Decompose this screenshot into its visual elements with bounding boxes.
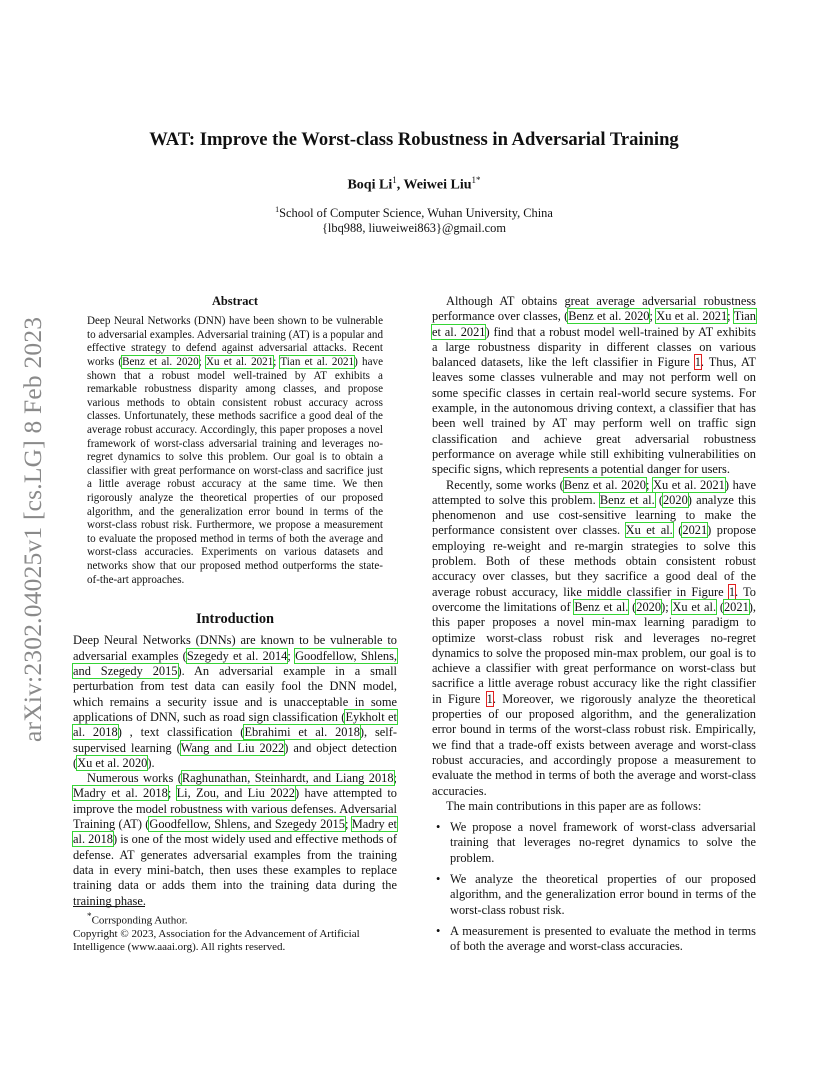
citation-link[interactable]: Xu et al. 2021 <box>656 309 728 324</box>
citation-link[interactable]: Tian et al. 2021 <box>432 309 756 339</box>
citation-link[interactable]: Benz et al. 2020 <box>122 356 199 369</box>
citation-link[interactable]: 2021 <box>723 599 749 614</box>
section-heading-introduction: Introduction <box>195 611 275 628</box>
affiliation-block <box>0 202 828 236</box>
citation-link[interactable]: Benz et al. <box>574 599 629 614</box>
intro-paragraph: Numerous works (Raghunathan, Steinhardt, and Liang 2018; Madry et al. 2018; Li, Zou, and Liu 2022) have attempted to improve the model robustness with various defenses. Adversarial Training (AT) (Goodfellow, Shlens, and Szegedy 2015; Madry et al. 2018) is one of the most widely used and effective methods of defense. AT generates adversarial examples from the training data in every mini-batch, then uses these examples to replace training data or adds them into the training data during the training phase. <box>73 771 398 908</box>
citation-link[interactable]: Xu et al. <box>672 599 717 614</box>
author-line: Boqi Li$^1$, Weiwei Liu$^{1*}$ <box>347 175 481 193</box>
paper-title: WAT: Improve the Worst-class Robustness in Adversarial Training <box>149 129 679 150</box>
citation-link[interactable]: Eykholt et al. 2018 <box>73 709 398 740</box>
footnote-rule <box>73 906 145 907</box>
abstract-text: Deep Neural Networks (DNN) have been shown to be vulnerable to adversarial examples. Adversarial training (AT) is a popular and effective strategy to defend against adversarial attacks. Recent works (Benz et al. 2020; Xu et al. 2021; Tian et al. 2021) have shown that a robust model well-trained by AT exhibits a remarkable robustness disparity among classes, and propose various methods to obtain consistent robust accuracy across classes. Unfortunately, these methods sacrifice a good deal of the average robust accuracy. Accordingly, this paper proposes a novel framework of worst-class adversarial training and leverages no-regret dynamics to solve this problem. Our goal is to obtain a classifier with great performance on worst-class and sacrifice just a little average robust accuracy at the same time. We then rigorously analyze the theoretical properties of our proposed algorithm, and the generalization error bound in terms of the worst-class robust risk. Furthermore, we propose a measurement to evaluate the proposed method in terms of both the average and worst-class accuracies. Experiments on various datasets and networks show that our proposed method outperforms the state-of-the-art approaches. <box>87 315 384 586</box>
body-paragraph: Recently, some works (Benz et al. 2020; Xu et al. 2021) have attempted to solve this problem. Benz et al. (2020) analyze this phenomenon and use cost-sensitive learning to make the performance consistent over classes. Xu et al. (2021) propose employing re-weight and re-margin strategies to solve this problem. Both of these methods obtain consistent robust accuracy over classes, but they sacrifice a good deal of the average robust accuracy, like middle classifier in Figure 1. To overcome the limitations of Benz et al. (2020); Xu et al. (2021), this paper proposes a novel min-max learning paradigm to optimize worst-class robust risk and leverages no-regret dynamics to solve the proposed min-max problem, our goal is to achieve a classifier with great performance on worst-class but sacrifice a little average robust accuracy like the right classifier in Figure 1. Moreover, we rigorously analyze the theoretical properties of our proposed algorithm, and the generalization error bound in terms of the worst-class robust risk. Empirically, we find that a trade-off exists between average and worst-class robust accuracies, and accordingly propose a measurement to evaluate the method in terms of both the average and worst-class accuracies. <box>432 477 756 798</box>
citation-link[interactable]: Wang and Liu 2022 <box>180 740 285 755</box>
author-emails: {lbq988, liuweiwei863}@gmail.com <box>321 221 506 236</box>
body-paragraph: Although AT obtains great average adversarial robustness performance over classes, (Benz et al. 2020; Xu et al. 2021; Tian et al. 2021) find that a robust model well-trained by AT exhibits a large robustness disparity in different classes on various balanced datasets, like the left classifier in Figure 1. Thus, AT leaves some classes vulnerable and may not perform well on some specific classes in certain real-world secure systems. For example, in the autonomous driving context, a classifier that has been well trained by AT may perform well on traffic sign classification and achieve great adversarial robustness performance on average while still exhibiting vulnerabilities on specific signs, which represents a potential danger for users. <box>432 294 756 477</box>
citation-link[interactable]: Madry et al. 2018 <box>73 786 168 801</box>
citation-link[interactable]: Xu et al. 2021 <box>653 477 725 492</box>
citation-link[interactable]: 2020 <box>636 599 662 614</box>
footnote-corresponding: *Corrsponding Author. <box>87 911 188 927</box>
author-affil-mark: 1 <box>392 175 397 185</box>
citation-link[interactable]: Goodfellow, Shlens, and Szegedy 2015 <box>149 817 345 832</box>
arxiv-identifier[interactable]: arXiv:2302.04025v1 [cs.LG] 8 Feb 2023 <box>18 316 47 742</box>
citation-link[interactable]: Xu et al. 2021 <box>205 356 274 369</box>
citation-link[interactable]: Benz et al. 2020 <box>563 477 646 492</box>
figure-ref-link[interactable]: 1 <box>728 584 736 599</box>
author-name: Boqi Li <box>347 177 393 193</box>
citation-link[interactable]: Li, Zou, and Liu 2022 <box>176 786 295 801</box>
citation-link[interactable]: Madry et al. 2018 <box>73 817 397 847</box>
citation-link[interactable]: 2021 <box>682 523 708 538</box>
citation-link[interactable]: Xu et al. 2020 <box>77 755 148 770</box>
intro-paragraph: Deep Neural Networks (DNNs) are known to be vulnerable to adversarial examples (Szegedy et al. 2014; Goodfellow, Shlens, and Szegedy 2015). An adversarial example in a small perturbation from test data can easily fool the DNN model, which remains a security issue and is unacceptable in some applications of DNN, such as road sign classification (Eykholt et al. 2018) , text classification (Ebrahimi et al. 2018), self-supervised learning (Wang and Liu 2022) and object detection (Xu et al. 2020). <box>73 633 398 770</box>
citation-link[interactable]: Benz et al. 2020 <box>568 309 650 324</box>
contributions-list <box>432 820 756 954</box>
citation-link[interactable]: Xu et al. <box>625 523 673 538</box>
right-column <box>432 294 756 960</box>
affiliation: $^1$School of Computer Science, Wuhan University, China <box>275 205 553 221</box>
citation-link[interactable]: Ebrahimi et al. 2018 <box>244 725 360 740</box>
list-item: • We propose a novel framework of worst-class adversarial training that leverages no-regret dynamics to solve the problem. <box>436 820 756 865</box>
figure-ref-link[interactable]: 1 <box>486 691 493 706</box>
list-item: • A measurement is presented to evaluate the method in terms of both the average and worst-class accuracies. <box>436 923 756 954</box>
citation-link[interactable]: 2020 <box>662 492 688 507</box>
bullet-icon: • <box>436 820 441 835</box>
affil-mark: 1 <box>275 205 280 214</box>
citation-link[interactable]: Goodfellow, Shlens, and Szegedy 2015 <box>73 648 397 679</box>
author-name: Weiwei Liu <box>403 177 472 193</box>
citation-link[interactable]: Tian et al. 2021 <box>280 356 355 369</box>
author-affil-mark: 1* <box>471 175 481 185</box>
citation-link[interactable]: Benz et al. <box>599 492 655 507</box>
abstract-heading: Abstract <box>211 294 259 308</box>
bullet-icon: • <box>436 923 441 938</box>
body-paragraph: The main contributions in this paper are as follows: <box>446 798 702 813</box>
citation-link[interactable]: Raghunathan, Steinhardt, and Liang 2018 <box>181 771 394 786</box>
figure-ref-link[interactable]: 1 <box>694 355 701 370</box>
left-column <box>73 294 397 909</box>
citation-link[interactable]: Szegedy et al. 2014 <box>186 648 288 663</box>
list-item: • We analyze the theoretical properties of our proposed algorithm, and the generalization error bound in terms of the worst-class robust risk. <box>436 871 756 917</box>
copyright-notice: Copyright © 2023, Association for the Advancement of Artificial Intelligence (www.aaai.org). All rights reserved. <box>73 927 360 953</box>
bullet-icon: • <box>436 871 441 886</box>
footnotes <box>73 906 397 954</box>
